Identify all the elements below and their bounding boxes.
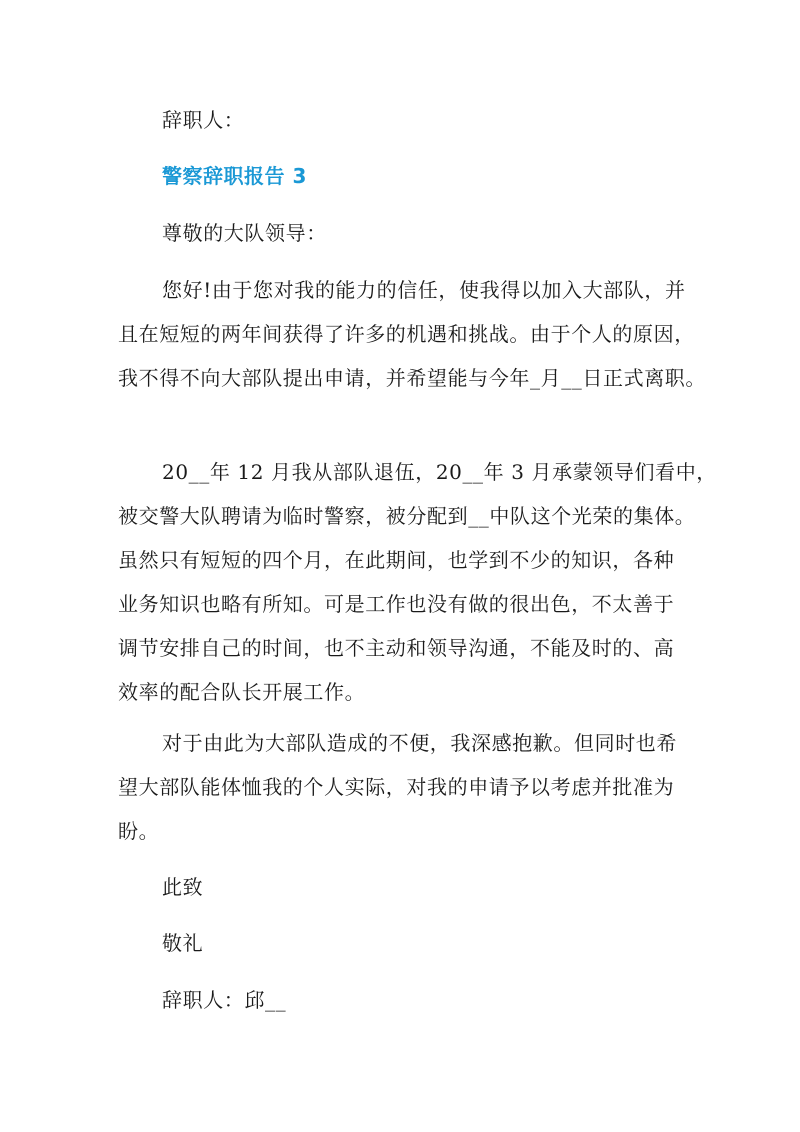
- signature: 辞职人：邱__: [162, 988, 287, 1012]
- paragraph-line: 我不得不向大部队提出申请，并希望能与今年_月__日正式离职。: [118, 366, 706, 390]
- paragraph-line: 业务知识也略有所知。可是工作也没有做的很出色，不太善于: [118, 592, 675, 616]
- closing-line-1: 此致: [162, 875, 204, 899]
- paragraph-line: 且在短短的两年间获得了许多的机遇和挑战。由于个人的原因，: [118, 322, 695, 346]
- previous-signature: 辞职人：: [162, 108, 245, 132]
- salutation: 尊敬的大队领导：: [162, 221, 327, 245]
- paragraph-line: 虽然只有短短的四个月，在此期间，也学到不少的知识，各种: [118, 548, 675, 572]
- paragraph-line: 您好!由于您对我的能力的信任，使我得以加入大部队，并: [162, 278, 686, 302]
- paragraph-line: 盼。: [118, 819, 160, 843]
- paragraph-line: 20__年 12 月我从部队退伍，20__年 3 月承蒙领导们看中，: [162, 460, 717, 484]
- paragraph-line: 效率的配合队长开展工作。: [118, 680, 366, 704]
- closing-line-2: 敬礼: [162, 931, 204, 955]
- paragraph-line: 对于由此为大部队造成的不便，我深感抱歉。但同时也希: [162, 731, 677, 755]
- paragraph-line: 望大部队能体恤我的个人实际，对我的申请予以考虑并批准为: [118, 775, 675, 799]
- paragraph-line: 被交警大队聘请为临时警察，被分配到__中队这个光荣的集体。: [118, 504, 696, 528]
- paragraph-line: 调节安排自己的时间，也不主动和领导沟通，不能及时的、高: [118, 636, 675, 660]
- section-title: 警察辞职报告 3: [162, 164, 307, 188]
